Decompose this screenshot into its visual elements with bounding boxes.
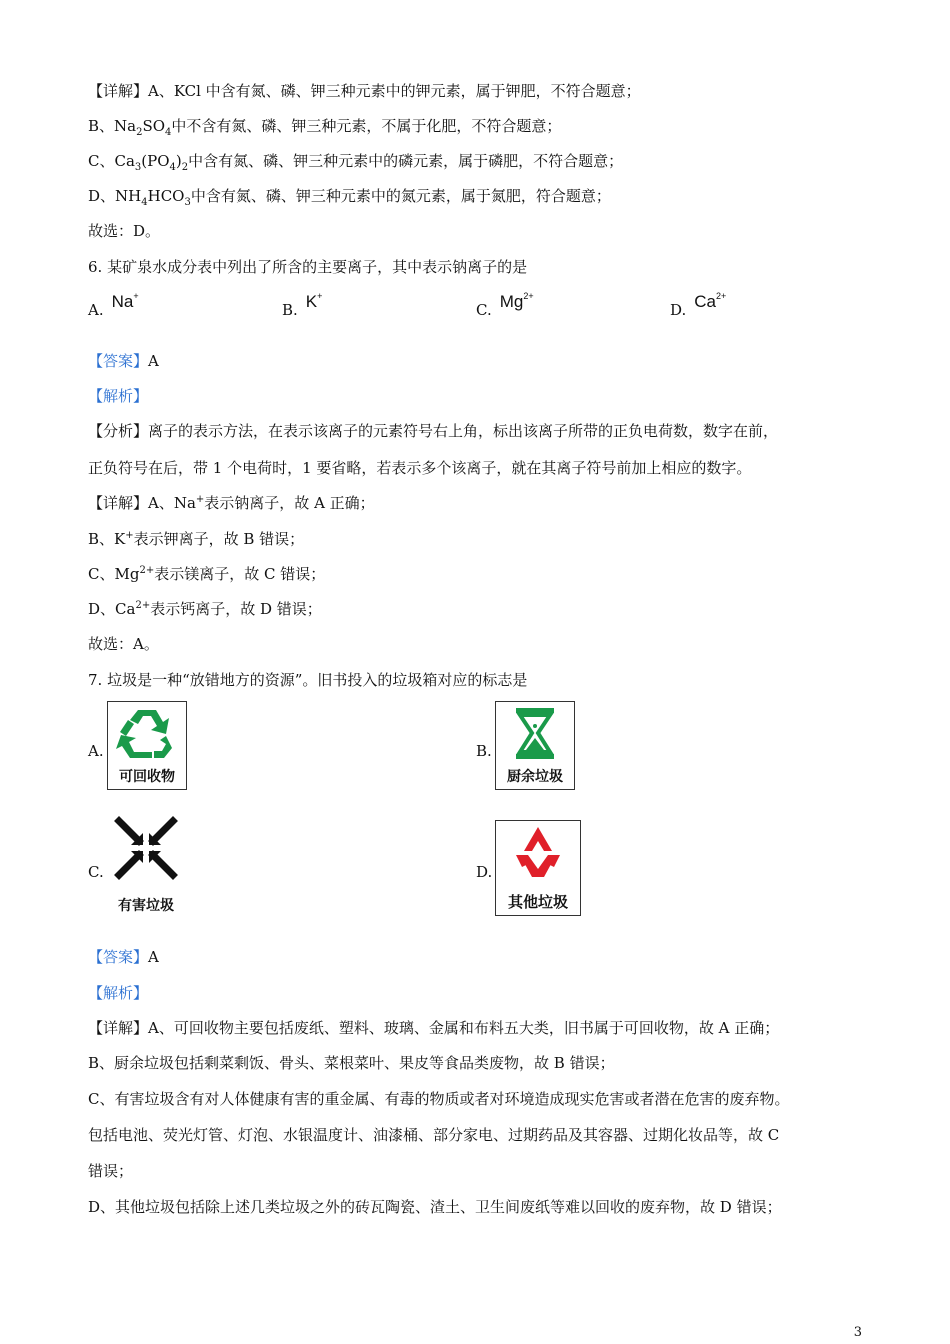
prev-detail-a: 【详解】A、KCl 中含有氮、磷、钾三种元素中的钾元素，属于钾肥，不符合题意； [88,82,641,100]
hazardous-waste-sign [105,815,187,915]
q6-detail-d: D、$Ca^{2+}$表示钙离子，故 D 错误； [88,600,322,618]
hourglass-icon [496,702,574,764]
kitchen-waste-sign [495,701,575,790]
q7-detail-c-3: 错误； [88,1162,134,1180]
q6-detail-b: B、K+表示钾离子，故 B 错误； [88,530,305,548]
q6-option-b: B. K+ [282,291,323,319]
q6-option-c: C. $Mg^{2+}$ [476,291,534,319]
kitchen-waste-label: 厨余垃圾 [507,769,563,785]
q7-option-c-letter: C. [88,863,104,881]
q7-detail-c-1: C、有害垃圾含有对人体健康有害的重金属、有毒的物质或者对环境造成现实危害或者潜在危害的废弃物。 [88,1090,790,1108]
q7-detail-a: 【详解】A、可回收物主要包括废纸、塑料、玻璃、金属和布料五大类，旧书属于可回收物，故 A 正确； [88,1019,780,1037]
q7-stem: 7. 垃圾是一种“放错地方的资源”。旧书投入的垃圾箱对应的标志是 [88,671,528,689]
q7-answer: 【答案】A [88,948,159,966]
q7-detail-b: B、厨余垃圾包括剩菜剩饭、骨头、菜根菜叶、果皮等食品类废物，故 B 错误； [88,1054,615,1072]
q6-detail-a: 【详解】A、Na+表示钠离子，故 A 正确； [88,494,375,512]
q6-fenxi-1: 【分析】离子的表示方法，在表示该离子的元素符号右上角，标出该离子所带的正负电荷数，数字在前， [88,422,779,440]
recyclable-sign [107,701,187,790]
q7-option-b-letter: B. [476,742,492,760]
recycle-icon [108,702,186,764]
q7-option-d-letter: D. [476,863,493,881]
q7-detail-c-2: 包括电池、荧光灯管、灯泡、水银温度计、油漆桶、部分家电、过期药品及其容器、过期化妆品等，故 C [88,1126,780,1144]
prev-detail-b: B、$Na_2SO_4$中不含有氮、磷、钾三种元素，不属于化肥，不符合题意； [88,117,562,138]
q6-conclusion: 故选：A。 [88,635,159,653]
q7-analysis-tag: 【解析】 [88,984,149,1002]
q6-detail-c: C、$Mg^{2+}$表示镁离子，故 C 错误； [88,565,326,583]
q7-option-a-letter: A. [88,742,104,760]
q6-fenxi-2: 正负符号在后，带 1 个电荷时，1 要省略，若表示多个该离子，就在其离子符号前加上相应的数字。 [88,459,752,477]
page-number: 3 [853,1325,862,1340]
q6-analysis-tag: 【解析】 [88,387,149,405]
prev-detail-d: D、$NH_4HCO_3$中含有氮、磷、钾三种元素中的氮元素，属于氮肥，符合题意； [88,187,611,208]
other-waste-label: 其他垃圾 [507,893,568,911]
prev-detail-c: C、$Ca_3(PO_4)_2$中含有氮、磷、钾三种元素中的磷元素，属于磷肥，不符合题意； [88,152,624,173]
prev-conclusion: 故选：D。 [88,222,161,240]
other-waste-icon [496,821,580,885]
recyclable-label: 可回收物 [119,769,175,785]
q7-detail-d: D、其他垃圾包括除上述几类垃圾之外的砖瓦陶瓷、渣土、卫生间废纸等难以回收的废弃物，故 D 错误； [88,1198,782,1216]
q6-option-d: D. $Ca^{2+}$ [670,291,727,319]
hazardous-waste-label: 有害垃圾 [118,898,174,914]
other-waste-sign [495,820,581,916]
q6-option-a: A. Na+ [88,291,139,319]
q6-answer: 【答案】A [88,352,159,370]
hazard-arrows-icon [105,815,187,881]
q6-stem: 6. 某矿泉水成分表中列出了所含的主要离子，其中表示钠离子的是 [88,258,528,276]
